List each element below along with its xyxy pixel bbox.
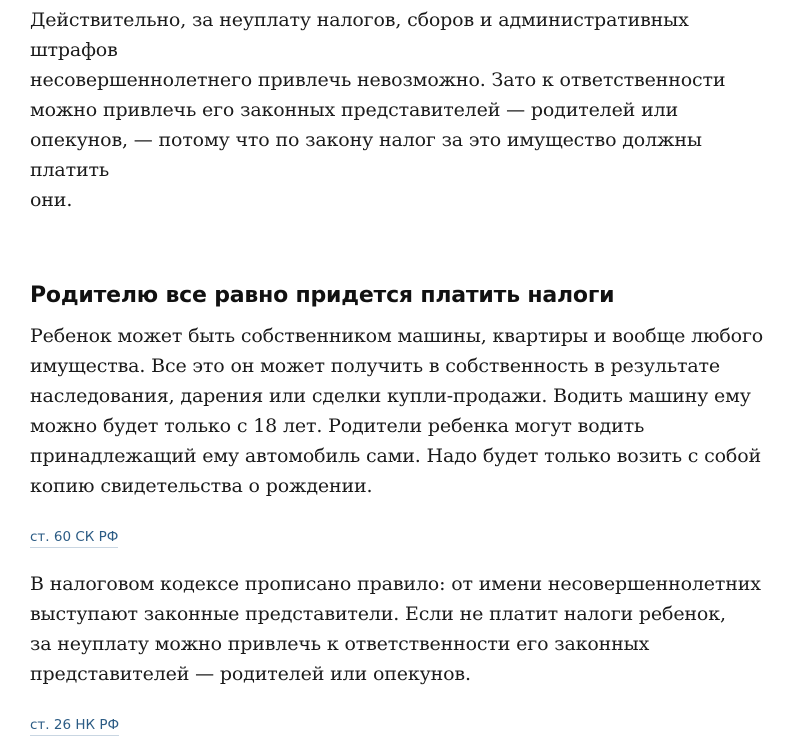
section-heading: Родителю все равно придется платить налоги (30, 283, 615, 308)
paragraph-tax-code: В налоговом кодексе прописано правило: от имени несовершеннолетних выступают законные представители. Если не платит налоги ребенок, за неуплату можно привлечь к ответственности его законных представителей — родителей или опекунов. (30, 573, 761, 685)
paragraph-property: Ребенок может быть собственником машины, квартиры и вообще любого имущества. Все это он может получить в собственность в результате наследования, дарения или сделки купли-продажи. Водить машину ему можно будет только с 18 лет. Родители ребенка могут водить принадлежащий ему автомобиль сами. Надо будет только возить с собой копию свидетельства о рождении. (30, 325, 764, 497)
paragraph-liability: Действительно, за неуплату налогов, сборов и административных штрафов несовершеннолетнего привлечь невозможно. Зато к ответственности можно привлечь его законных представителей — родителей или опекунов, — потому что по закону налог за это имущество должны платить они. (30, 9, 726, 211)
law-reference-1 (30, 528, 770, 548)
law-link-nk-rf[interactable]: ст. 26 НК РФ (30, 716, 119, 736)
article-body (30, 5, 770, 736)
law-reference-2 (30, 716, 770, 736)
law-link-sk-rf[interactable]: ст. 60 СК РФ (30, 528, 118, 548)
